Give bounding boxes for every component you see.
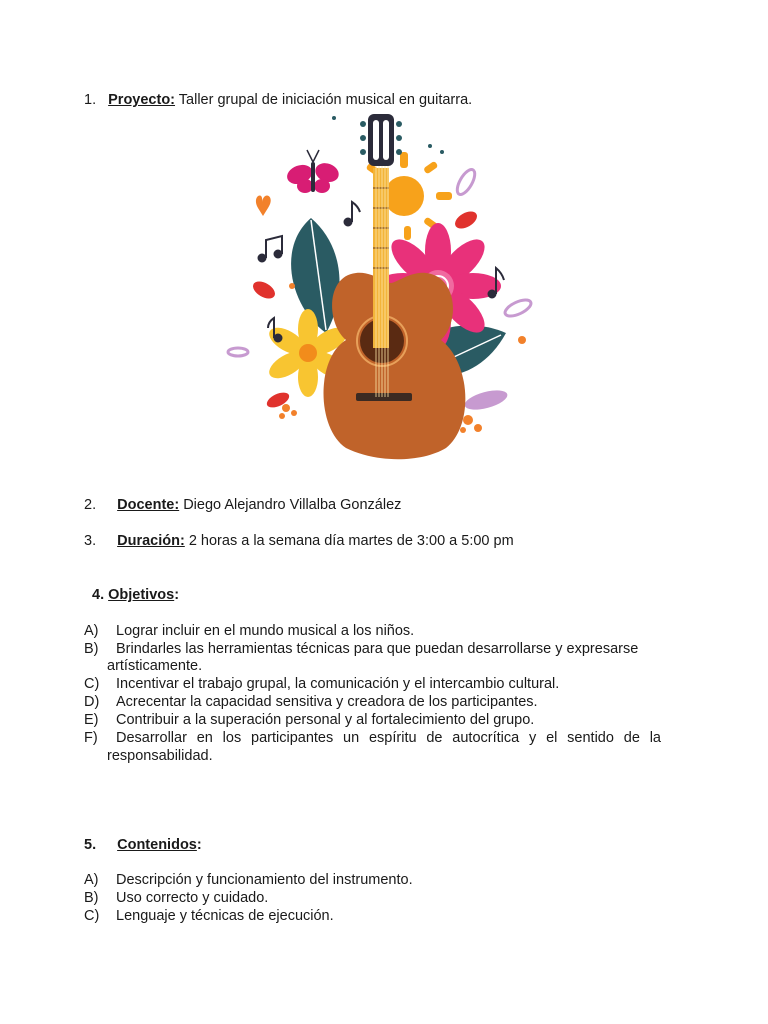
list-item-letter: A) bbox=[84, 623, 99, 639]
lilac-leaf-icon bbox=[454, 167, 478, 197]
lilac-leaf-icon bbox=[503, 297, 533, 320]
section-label: Objetivos bbox=[108, 587, 175, 603]
list-item-letter: F) bbox=[84, 730, 98, 746]
section-label: Docente: bbox=[117, 497, 180, 513]
heart-icon bbox=[256, 195, 271, 216]
section-number: 2. bbox=[84, 497, 97, 513]
section-label: Proyecto: bbox=[108, 92, 176, 108]
list-item-letter: E) bbox=[84, 712, 99, 728]
list-item-letter: C) bbox=[84, 908, 100, 924]
section-text: 2 horas a la semana día martes de 3:00 a 5:00 pm bbox=[188, 533, 514, 549]
section-4-heading bbox=[92, 587, 179, 603]
list-item-continuation: artísticamente. bbox=[107, 658, 203, 674]
lilac-leaf-icon bbox=[463, 387, 510, 414]
list-item-text: Incentivar el trabajo grupal, la comunicación y el intercambio cultural. bbox=[116, 676, 560, 692]
section-label: Duración: bbox=[117, 533, 185, 549]
list-item-text: Acrecentar la capacidad sensitiva y creadora de los participantes. bbox=[116, 694, 538, 710]
section-2 bbox=[84, 497, 401, 513]
section-number: 5. bbox=[84, 837, 97, 853]
list-item-letter: A) bbox=[84, 872, 99, 888]
butterfly-icon bbox=[284, 150, 341, 193]
list-item-text: Lenguaje y técnicas de ejecución. bbox=[116, 908, 334, 924]
section-number: 3. bbox=[84, 533, 97, 549]
section-1 bbox=[84, 92, 472, 108]
section-3 bbox=[84, 533, 514, 549]
lilac-leaf-icon bbox=[228, 348, 248, 356]
list-item-text: Brindarles las herramientas técnicas para que puedan desarrollarse y expresarse bbox=[116, 641, 639, 657]
list-item-text: Uso correcto y cuidado. bbox=[116, 890, 269, 906]
section-text: Taller grupal de iniciación musical en guitarra. bbox=[178, 92, 473, 108]
list-item-text: Descripción y funcionamiento del instrumento. bbox=[116, 872, 413, 888]
list-item-justified bbox=[84, 730, 661, 746]
guitar-icon bbox=[324, 114, 466, 459]
red-leaf-icon bbox=[452, 208, 480, 232]
section-5-heading bbox=[84, 837, 202, 853]
list-item-continuation: responsabilidad. bbox=[107, 748, 213, 764]
list-item-text: Desarrollar en los participantes un espíritu de autocrítica y el sentido de la bbox=[116, 730, 661, 746]
red-leaf-icon bbox=[250, 278, 278, 302]
section-number: 1. bbox=[84, 92, 97, 108]
section-colon: : bbox=[196, 837, 202, 853]
section-label: Contenidos bbox=[117, 837, 197, 853]
section-text: Diego Alejandro Villalba González bbox=[183, 497, 402, 513]
list-item-letter: B) bbox=[84, 890, 99, 906]
list-item-letter: D) bbox=[84, 694, 100, 710]
list-item-letter: B) bbox=[84, 641, 99, 657]
list-item-text: Contribuir a la superación personal y al fortalecimiento del grupo. bbox=[116, 712, 535, 728]
list-item-text: Lograr incluir en el mundo musical a los niños. bbox=[116, 623, 415, 639]
section-colon: : bbox=[174, 587, 180, 603]
list-item-letter: C) bbox=[84, 676, 100, 692]
guitar-illustration bbox=[216, 108, 546, 463]
section-number: 4. bbox=[92, 587, 105, 603]
